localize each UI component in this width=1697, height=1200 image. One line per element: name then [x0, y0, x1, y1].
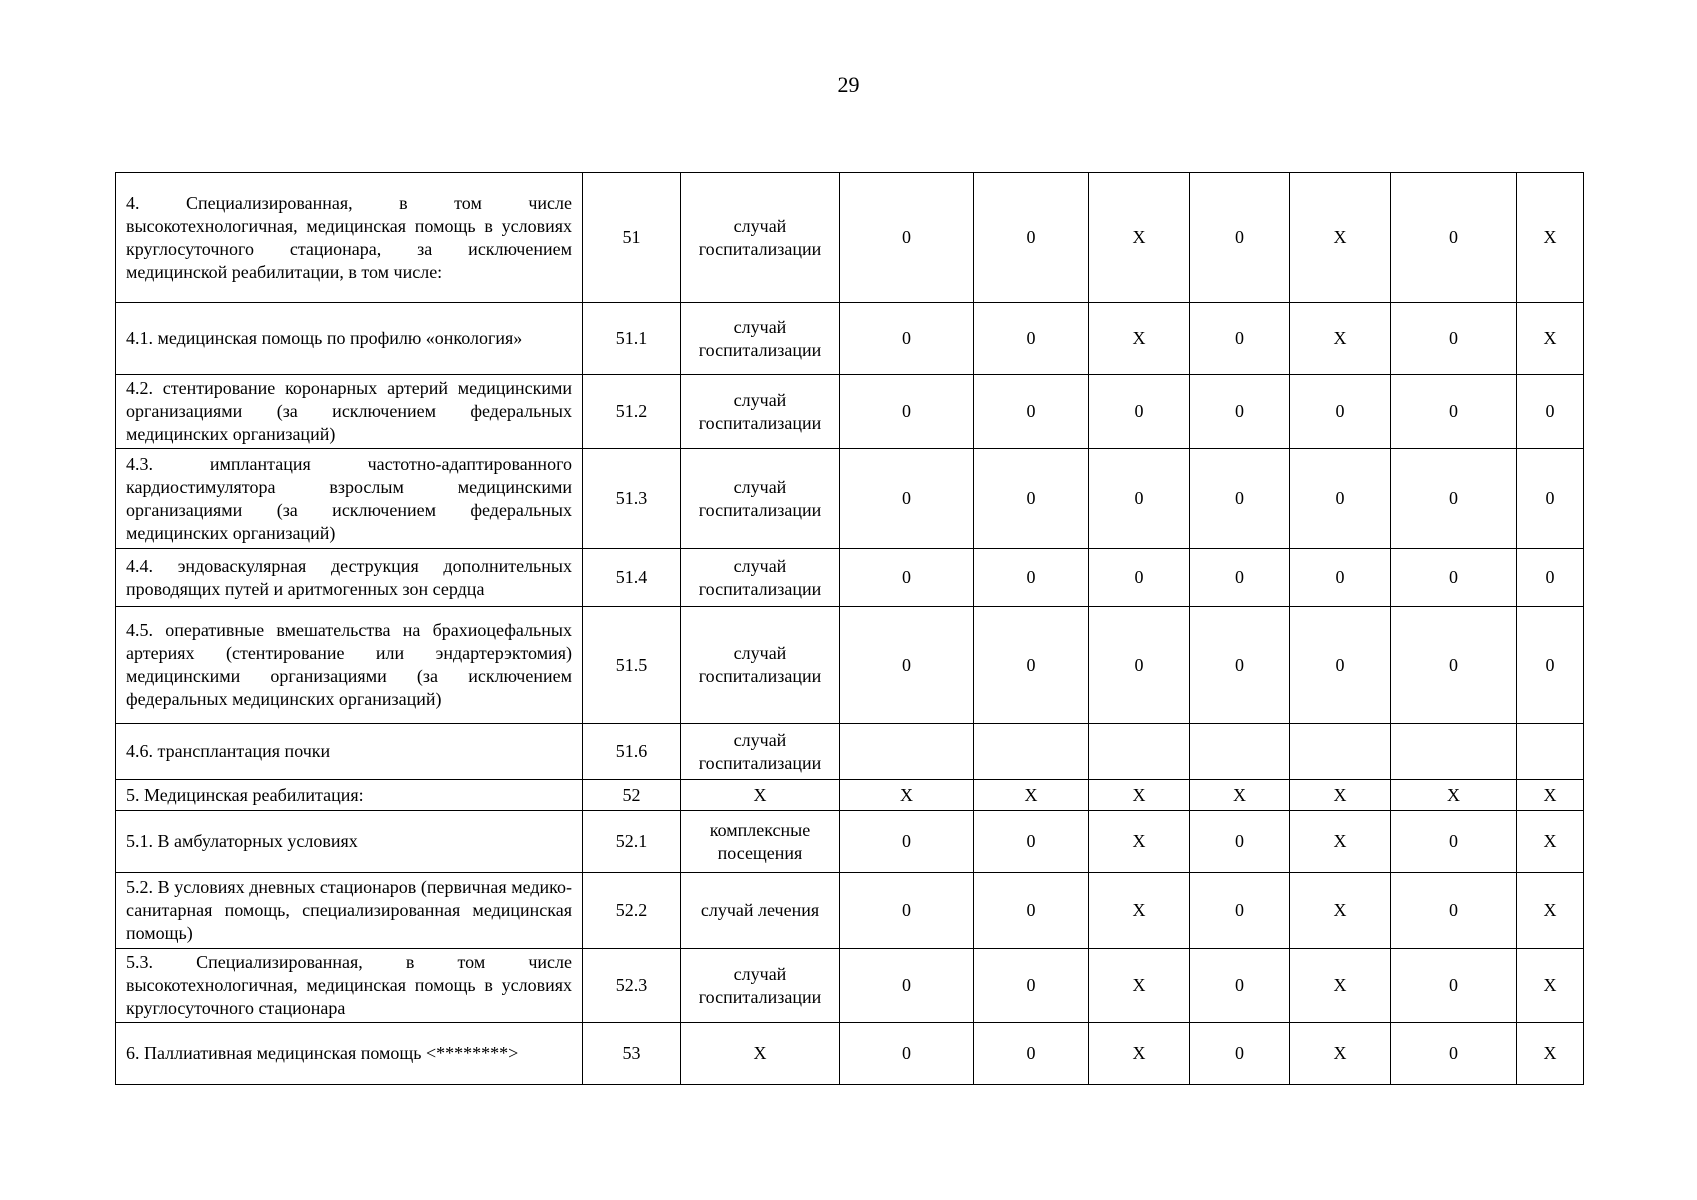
row-name-cell: 4.2. стентирование коронарных артерий медицинскими организациями (за исключением федеральных медицинских организаций)	[116, 375, 583, 449]
row-value-cell: 0	[1190, 375, 1290, 449]
row-value-cell: 0	[1391, 449, 1517, 549]
row-value-cell: 0	[974, 449, 1089, 549]
row-value-cell: 0	[1089, 375, 1190, 449]
table-row	[116, 873, 1584, 949]
row-unit-cell: случай лечения	[681, 873, 840, 949]
row-value-cell: X	[1089, 780, 1190, 811]
row-value-cell: 0	[1391, 811, 1517, 873]
row-name-cell: 5.1. В амбулаторных условиях	[116, 811, 583, 873]
row-value-cell: X	[1089, 949, 1190, 1023]
row-value-cell: 0	[840, 607, 974, 724]
row-value-cell: 0	[1190, 449, 1290, 549]
row-value-cell	[840, 724, 974, 780]
row-unit-cell: случай госпитализации	[681, 949, 840, 1023]
row-value-cell: 0	[1089, 607, 1190, 724]
table-row	[116, 811, 1584, 873]
row-unit-cell: случай госпитализации	[681, 724, 840, 780]
row-value-cell: 0	[1190, 549, 1290, 607]
row-code-cell: 52	[583, 780, 681, 811]
row-code-cell: 51.1	[583, 303, 681, 375]
row-value-cell: 0	[840, 873, 974, 949]
row-unit-cell: X	[681, 780, 840, 811]
row-value-cell: 0	[974, 303, 1089, 375]
row-value-cell: X	[1290, 303, 1391, 375]
row-value-cell: 0	[1190, 811, 1290, 873]
row-value-cell: X	[1290, 873, 1391, 949]
row-value-cell: 0	[840, 173, 974, 303]
row-name-cell: 4.3. имплантация частотно-адаптированного кардиостимулятора взрослым медицинскими организациями (за исключением федеральных медицинских организаций)	[116, 449, 583, 549]
row-value-cell: X	[1089, 173, 1190, 303]
row-code-cell: 51.3	[583, 449, 681, 549]
row-value-cell: 0	[1391, 549, 1517, 607]
row-value-cell: 0	[1391, 873, 1517, 949]
row-code-cell: 52.1	[583, 811, 681, 873]
table-row	[116, 607, 1584, 724]
row-value-cell: 0	[840, 375, 974, 449]
row-value-cell: 0	[1290, 449, 1391, 549]
row-value-cell: X	[1517, 1023, 1584, 1085]
row-value-cell: X	[1290, 173, 1391, 303]
row-value-cell: X	[1290, 949, 1391, 1023]
data-table	[115, 172, 1584, 1085]
row-value-cell: X	[840, 780, 974, 811]
row-value-cell: 0	[1391, 1023, 1517, 1085]
row-value-cell: 0	[1290, 375, 1391, 449]
row-value-cell: X	[1517, 173, 1584, 303]
row-value-cell: X	[1089, 811, 1190, 873]
table-row	[116, 449, 1584, 549]
row-value-cell: 0	[840, 549, 974, 607]
row-value-cell	[1391, 724, 1517, 780]
row-value-cell: 0	[1190, 607, 1290, 724]
row-unit-cell: случай госпитализации	[681, 173, 840, 303]
row-value-cell: 0	[1089, 549, 1190, 607]
row-unit-cell: случай госпитализации	[681, 607, 840, 724]
table-row	[116, 173, 1584, 303]
row-value-cell: X	[1517, 811, 1584, 873]
row-value-cell: 0	[1391, 607, 1517, 724]
row-unit-cell: случай госпитализации	[681, 375, 840, 449]
row-value-cell: 0	[974, 549, 1089, 607]
row-unit-cell: случай госпитализации	[681, 303, 840, 375]
row-value-cell: X	[1089, 303, 1190, 375]
row-value-cell: X	[1517, 780, 1584, 811]
row-unit-cell: случай госпитализации	[681, 449, 840, 549]
row-value-cell: 0	[974, 1023, 1089, 1085]
row-value-cell: 0	[974, 375, 1089, 449]
row-code-cell: 51	[583, 173, 681, 303]
row-value-cell: 0	[1391, 303, 1517, 375]
row-value-cell: 0	[1089, 449, 1190, 549]
row-name-cell: 4. Специализированная, в том числе высокотехнологичная, медицинская помощь в условиях круглосуточного стационара, за исключением медицинской реабилитации, в том числе:	[116, 173, 583, 303]
row-value-cell: 0	[1517, 449, 1584, 549]
row-value-cell: 0	[1391, 173, 1517, 303]
row-name-cell: 5. Медицинская реабилитация:	[116, 780, 583, 811]
row-name-cell: 5.3. Специализированная, в том числе высокотехнологичная, медицинская помощь в условиях круглосуточного стационара	[116, 949, 583, 1023]
row-code-cell: 51.4	[583, 549, 681, 607]
row-name-cell: 5.2. В условиях дневных стационаров (первичная медико-санитарная помощь, специализированная медицинская помощь)	[116, 873, 583, 949]
row-name-cell: 4.5. оперативные вмешательства на брахиоцефальных артериях (стентирование или эндартерэктомия) медицинскими организациями (за исключением федеральных медицинских организаций)	[116, 607, 583, 724]
page-number: 29	[837, 72, 860, 97]
table-row	[116, 724, 1584, 780]
row-value-cell: 0	[1517, 607, 1584, 724]
row-unit-cell: случай госпитализации	[681, 549, 840, 607]
table-row	[116, 780, 1584, 811]
row-value-cell: 0	[974, 173, 1089, 303]
row-code-cell: 51.6	[583, 724, 681, 780]
row-value-cell: 0	[840, 449, 974, 549]
row-name-cell: 4.6. трансплантация почки	[116, 724, 583, 780]
row-value-cell: 0	[1391, 375, 1517, 449]
row-value-cell: 0	[1290, 549, 1391, 607]
row-value-cell: 0	[1190, 873, 1290, 949]
row-value-cell: X	[1089, 1023, 1190, 1085]
table-row	[116, 949, 1584, 1023]
table-row	[116, 303, 1584, 375]
row-value-cell	[1517, 724, 1584, 780]
row-value-cell: X	[1517, 873, 1584, 949]
row-code-cell: 53	[583, 1023, 681, 1085]
row-value-cell: 0	[974, 607, 1089, 724]
row-name-cell: 4.1. медицинская помощь по профилю «онкология»	[116, 303, 583, 375]
row-value-cell: 0	[1517, 549, 1584, 607]
row-value-cell: 0	[974, 873, 1089, 949]
row-code-cell: 52.3	[583, 949, 681, 1023]
row-value-cell: X	[1290, 780, 1391, 811]
table-body	[116, 173, 1584, 1085]
row-code-cell: 51.2	[583, 375, 681, 449]
row-code-cell: 52.2	[583, 873, 681, 949]
table-row	[116, 549, 1584, 607]
table-row	[116, 1023, 1584, 1085]
row-value-cell: 0	[840, 949, 974, 1023]
row-value-cell: X	[1089, 873, 1190, 949]
row-value-cell: X	[1190, 780, 1290, 811]
row-value-cell: 0	[1391, 949, 1517, 1023]
row-value-cell	[1190, 724, 1290, 780]
row-unit-cell: X	[681, 1023, 840, 1085]
row-value-cell: X	[1517, 303, 1584, 375]
row-value-cell	[974, 724, 1089, 780]
row-name-cell: 6. Паллиативная медицинская помощь <********>	[116, 1023, 583, 1085]
row-value-cell	[1089, 724, 1190, 780]
row-value-cell: 0	[1517, 375, 1584, 449]
row-value-cell: 0	[1290, 607, 1391, 724]
row-value-cell	[1290, 724, 1391, 780]
row-value-cell: 0	[974, 811, 1089, 873]
row-value-cell: 0	[1190, 1023, 1290, 1085]
table-row	[116, 375, 1584, 449]
row-value-cell: 0	[840, 303, 974, 375]
row-value-cell: X	[1517, 949, 1584, 1023]
row-code-cell: 51.5	[583, 607, 681, 724]
row-value-cell: X	[1391, 780, 1517, 811]
row-value-cell: 0	[1190, 949, 1290, 1023]
row-unit-cell: комплексные посещения	[681, 811, 840, 873]
row-value-cell: X	[974, 780, 1089, 811]
row-value-cell: X	[1290, 1023, 1391, 1085]
row-value-cell: X	[1290, 811, 1391, 873]
row-value-cell: 0	[1190, 303, 1290, 375]
row-value-cell: 0	[840, 1023, 974, 1085]
row-value-cell: 0	[840, 811, 974, 873]
row-value-cell: 0	[1190, 173, 1290, 303]
row-name-cell: 4.4. эндоваскулярная деструкция дополнительных проводящих путей и аритмогенных зон сердца	[116, 549, 583, 607]
row-value-cell: 0	[974, 949, 1089, 1023]
